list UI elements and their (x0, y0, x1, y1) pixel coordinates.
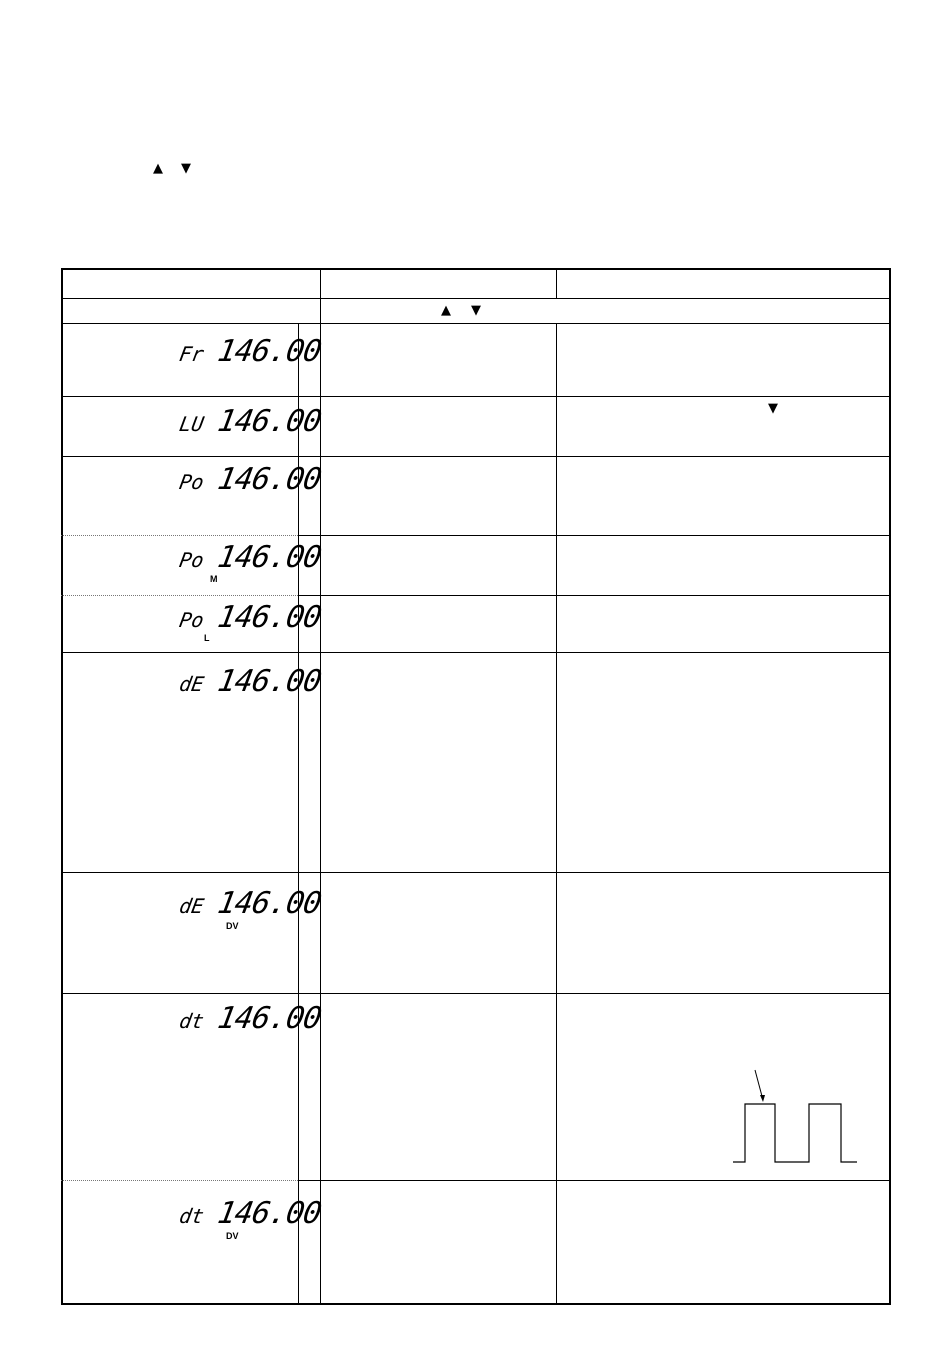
display-subscript: DV (226, 921, 239, 931)
display-value: 146.00 (214, 600, 324, 635)
display-code: LU (177, 412, 206, 436)
square-wave-diagram (725, 1065, 865, 1170)
display-value: 146.00 (214, 1196, 324, 1231)
up-arrow-icon: ▲ (441, 303, 451, 318)
display-value: 146.00 (214, 404, 324, 439)
lcd-display (177, 334, 324, 369)
display-value: 146.00 (214, 540, 324, 575)
display-code: dE (177, 672, 206, 696)
lcd-display (177, 1196, 324, 1231)
lcd-display (177, 886, 324, 921)
display-code: Po (177, 548, 206, 572)
down-arrow-icon: ▼ (768, 401, 778, 416)
down-arrow-icon: ▼ (471, 303, 481, 318)
lcd-display (177, 462, 324, 497)
display-value: 146.00 (214, 462, 324, 497)
lcd-display (177, 664, 324, 699)
display-subscript: M (210, 574, 218, 584)
display-code: Po (177, 608, 206, 632)
lcd-display (177, 600, 324, 635)
display-code: dE (177, 894, 206, 918)
display-code: Po (177, 470, 206, 494)
down-arrow-icon: ▼ (181, 161, 191, 176)
display-code: dt (177, 1204, 206, 1228)
display-value: 146.00 (214, 1001, 324, 1036)
display-subscript: L (204, 633, 210, 643)
lcd-display (177, 404, 324, 439)
lcd-display (177, 1001, 324, 1036)
display-code: dt (177, 1009, 206, 1033)
lcd-display (177, 540, 324, 575)
display-subscript: DV (226, 1231, 239, 1241)
display-value: 146.00 (214, 886, 324, 921)
display-value: 146.00 (214, 334, 324, 369)
display-value: 146.00 (214, 664, 324, 699)
display-code: Fr (177, 342, 206, 366)
up-arrow-icon: ▲ (153, 161, 163, 176)
